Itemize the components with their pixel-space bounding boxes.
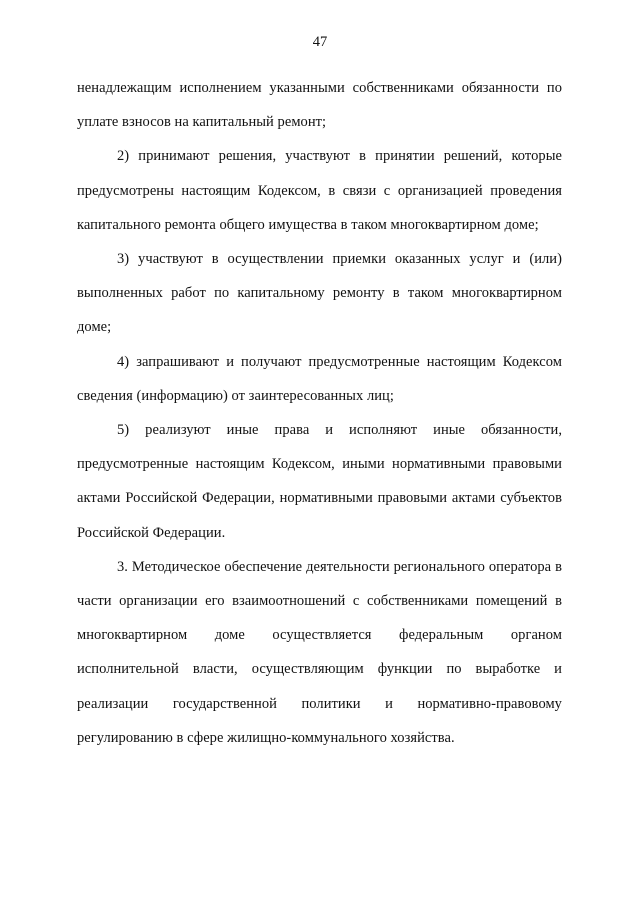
list-item-3: 3) участвуют в осуществлении приемки оказанных услуг и (или) выполненных работ по капитальному ремонту в таком многоквартирном доме; bbox=[77, 251, 562, 336]
page-number: 47 bbox=[312, 34, 328, 50]
list-item-4: 4) запрашивают и получают предусмотренные настоящим Кодексом сведения (информацию) от заинтересованных лиц; bbox=[77, 353, 562, 404]
paragraph-continuation: ненадлежащим исполнением указанными собственниками обязанности по уплате взносов на капитальный ремонт; bbox=[77, 80, 562, 131]
list-item-2: 2) принимают решения, участвуют в принятии решений, которые предусмотрены настоящим Кодексом, в связи с организацией проведения капитального ремонта общего имущества в таком многоквартирном доме; bbox=[77, 148, 562, 233]
section-3-paragraph: 3. Методическое обеспечение деятельности регионального оператора в части организации его взаимоотношений с собственниками помещений в многоквартирном доме осуществляется федеральным органом исполнительной власти, осуществляющим функции по выработке и реализации государственной политики и нормативно-правовому регулированию в сфере жилищно-коммунального хозяйства. bbox=[77, 558, 562, 746]
document-body bbox=[77, 71, 562, 755]
list-item-5: 5) реализуют иные права и исполняют иные обязанности, предусмотренные настоящим Кодексом, иными нормативными правовыми актами Российской Федерации, нормативными правовыми актами субъектов Российской Федерации. bbox=[77, 422, 562, 541]
